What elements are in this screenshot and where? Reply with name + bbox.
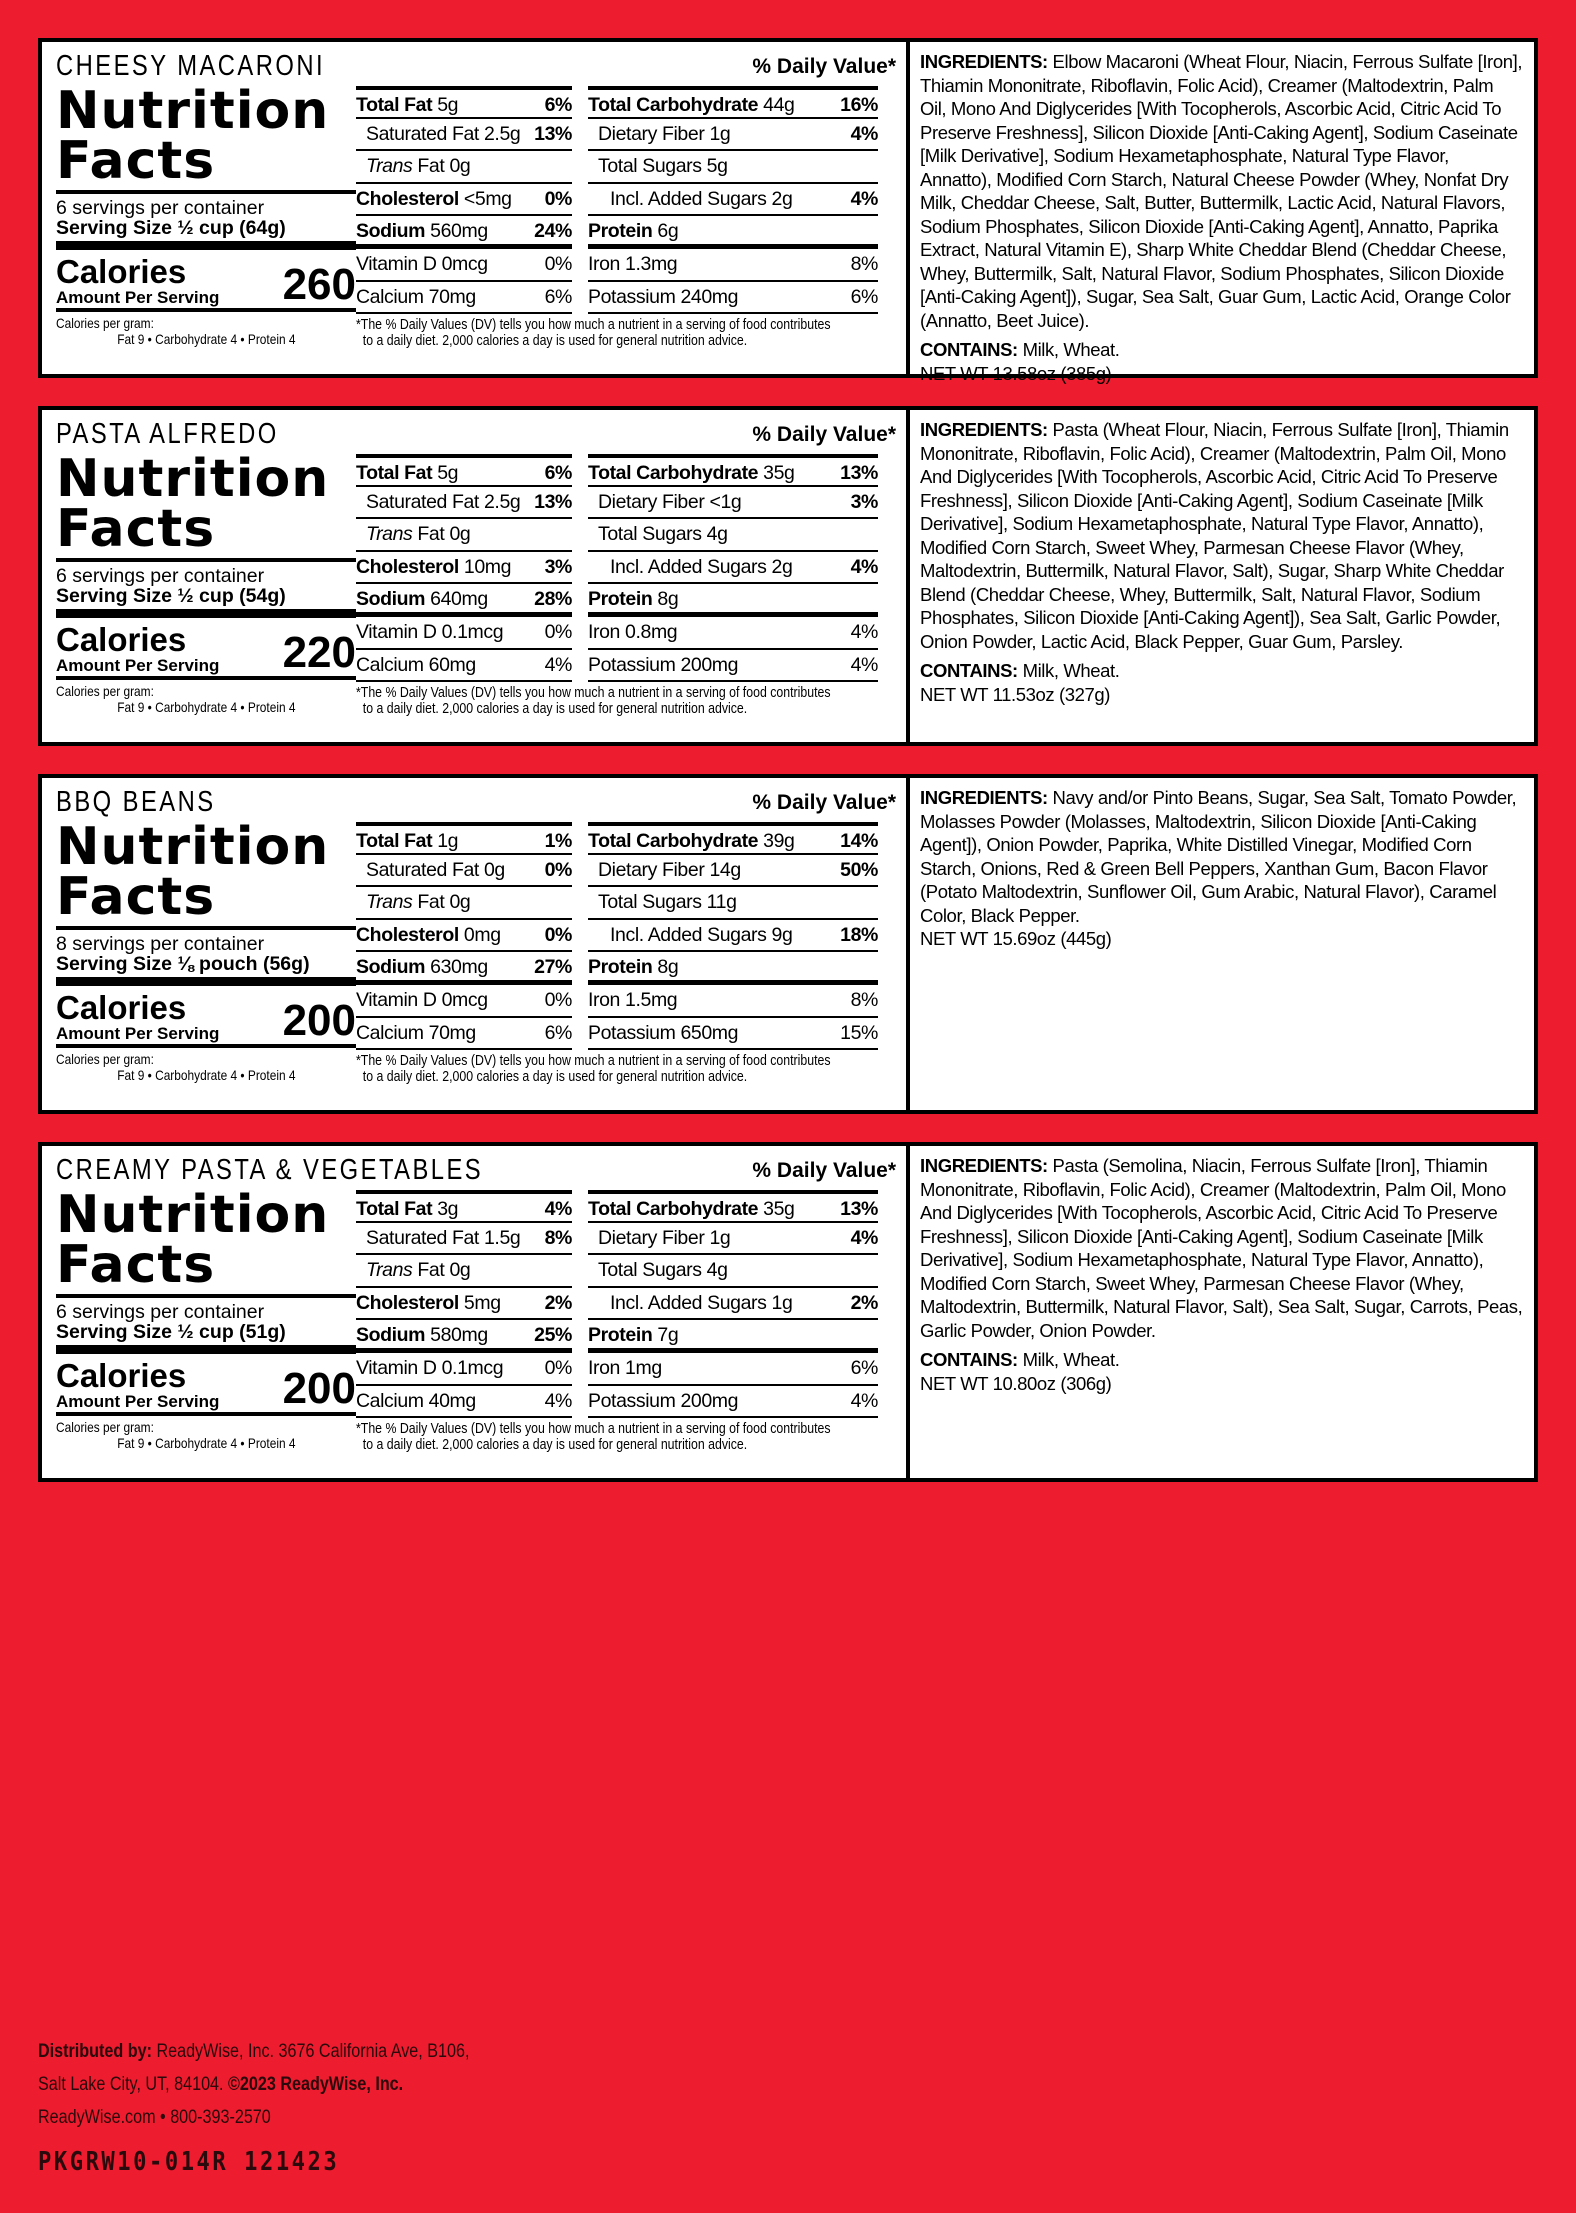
saturated-fat-row: Saturated Fat 0g 0% <box>356 855 572 888</box>
calories-value: 200 <box>282 996 356 1045</box>
saturated-fat-row: Saturated Fat 1.5g 8% <box>356 1223 572 1256</box>
saturated-fat-row: Saturated Fat 2.5g 13% <box>356 119 572 152</box>
ingredients-text: INGREDIENTS: Pasta (Semolina, Niacin, Ferrous Sulfate [Iron], Thiamin Mononitrate, Riboflavin, Folic Acid), Creamer (Maltodextrin, Palm Oil, Mono And Diglycerides [With Tocopherols, Ascorbic Acid, Citric Acid To Preserve Freshness], Silicon Dioxide [Anti-Caking Agent], Sodium Caseinate [Milk Derivative], Sodium Hexametaphosphate, Natural Type Flavor, Annatto), Modified Corn Starch, Sweet Whey, Parmesan Cheese Flavor (Whey, Maltodextrin, Buttermilk, Natural Flavor, Salt), Sea Salt, Sugar, Carrots, Peas, Garlic Powder, Onion Powder. <box>920 1155 1523 1341</box>
calcium-row: Calcium 70mg 6% <box>356 282 572 315</box>
ingredients-panel <box>910 778 1534 1110</box>
iron-row: Iron 1.3mg 8% <box>588 249 878 282</box>
total-carbohydrate-row: Total Carbohydrate 44g 16% <box>588 86 878 119</box>
calories-value: 200 <box>282 1364 356 1413</box>
calcium-row: Calcium 40mg 4% <box>356 1386 572 1419</box>
amount-per-serving: Amount Per Serving <box>56 656 220 675</box>
total-sugars-row: Total Sugars 5g <box>588 151 878 184</box>
calories-per-gram-values: Fat 9 • Carbohydrate 4 • Protein 4 <box>117 331 296 347</box>
calories-per-gram-values: Fat 9 • Carbohydrate 4 • Protein 4 <box>117 699 296 715</box>
net-weight: NET WT 15.69oz (445g) <box>920 928 1112 949</box>
calories-row <box>56 250 356 312</box>
nutrition-facts <box>42 1146 910 1478</box>
contact-info: ReadyWise.com • 800-393-2570 <box>38 2107 271 2128</box>
calories-per-gram-label: Calories per gram: <box>56 683 154 699</box>
net-weight: NET WT 13.58oz (385g) <box>920 362 1112 384</box>
saturated-fat-row: Saturated Fat 2.5g 13% <box>356 487 572 520</box>
trans-fat-row: Trans Fat 0g <box>356 887 572 920</box>
trans-fat-row: Trans Fat 0g <box>356 519 572 552</box>
calories-row <box>56 1354 356 1416</box>
sodium-row: Sodium 560mg 24% <box>356 216 572 249</box>
daily-value-footnote: *The % Daily Values (DV) tells you how much a nutrient in a serving of food contributes to a daily diet. 2,000 calories a day is used for general nutrition advice. <box>356 1421 831 1454</box>
iron-row: Iron 0.8mg 4% <box>588 617 878 650</box>
total-sugars-row: Total Sugars 4g <box>588 519 878 552</box>
amount-per-serving: Amount Per Serving <box>56 288 220 307</box>
calories-value: 220 <box>282 628 356 677</box>
trans-fat-row: Trans Fat 0g <box>356 1255 572 1288</box>
protein-row: Protein 8g <box>588 584 878 617</box>
product-name: PASTA ALFREDO <box>56 418 279 450</box>
total-sugars-row: Total Sugars 4g <box>588 1255 878 1288</box>
product-name: CREAMY PASTA & VEGETABLES <box>56 1154 484 1186</box>
total-sugars-row: Total Sugars 11g <box>588 887 878 920</box>
calories-row <box>56 986 356 1048</box>
dietary-fiber-row: Dietary Fiber 1g 4% <box>588 119 878 152</box>
calories-label: Calories <box>56 989 187 1026</box>
total-carbohydrate-row: Total Carbohydrate 35g 13% <box>588 1190 878 1223</box>
product-panel <box>38 1142 1538 1482</box>
serving-size: Serving Size ⅛ pouch (56g) <box>56 954 356 986</box>
product-panel <box>38 774 1538 1114</box>
protein-row: Protein 7g <box>588 1320 878 1353</box>
contains-text: CONTAINS: Milk, Wheat. <box>920 660 1120 681</box>
cholesterol-row: Cholesterol 0mg 0% <box>356 920 572 953</box>
cholesterol-row: Cholesterol 5mg 2% <box>356 1288 572 1321</box>
vitamin-d-row: Vitamin D 0.1mcg 0% <box>356 617 572 650</box>
product-panel <box>38 38 1538 384</box>
added-sugars-row: Incl. Added Sugars 2g 4% <box>588 184 878 217</box>
vitamin-d-row: Vitamin D 0.1mcg 0% <box>356 1353 572 1386</box>
serving-size: Serving Size ½ cup (64g) <box>56 218 356 250</box>
total-carbohydrate-row: Total Carbohydrate 39g 14% <box>588 822 878 855</box>
servings-per-container: 6 servings per container <box>56 1301 265 1323</box>
contains-text: CONTAINS: Milk, Wheat. <box>920 1349 1120 1370</box>
calories-label: Calories <box>56 253 187 290</box>
calories-per-gram-values: Fat 9 • Carbohydrate 4 • Protein 4 <box>117 1435 296 1451</box>
added-sugars-row: Incl. Added Sugars 2g 4% <box>588 552 878 585</box>
calories-per-gram-values: Fat 9 • Carbohydrate 4 • Protein 4 <box>117 1067 296 1083</box>
protein-row: Protein 8g <box>588 952 878 985</box>
daily-value-footnote: *The % Daily Values (DV) tells you how much a nutrient in a serving of food contributes to a daily diet. 2,000 calories a day is used for general nutrition advice. <box>356 317 831 350</box>
calories-value: 260 <box>282 260 356 309</box>
calcium-row: Calcium 60mg 4% <box>356 650 572 683</box>
net-weight: NET WT 10.80oz (306g) <box>920 1372 1112 1394</box>
daily-value-header: % Daily Value* <box>752 1159 896 1182</box>
net-weight: NET WT 11.53oz (327g) <box>920 683 1111 705</box>
sodium-row: Sodium 640mg 28% <box>356 584 572 617</box>
total-fat-row: Total Fat 1g 1% <box>356 822 572 855</box>
vitamin-d-row: Vitamin D 0mcg 0% <box>356 249 572 282</box>
dietary-fiber-row: Dietary Fiber 14g 50% <box>588 855 878 888</box>
total-fat-row: Total Fat 5g 6% <box>356 454 572 487</box>
nutrition-facts-title: Nutrition Facts <box>56 822 356 930</box>
amount-per-serving: Amount Per Serving <box>56 1392 220 1411</box>
total-carbohydrate-row: Total Carbohydrate 35g 13% <box>588 454 878 487</box>
amount-per-serving: Amount Per Serving <box>56 1024 220 1043</box>
sodium-row: Sodium 630mg 27% <box>356 952 572 985</box>
package-code: PKGRW10-014R 121423 <box>38 2147 340 2177</box>
total-fat-row: Total Fat 5g 6% <box>356 86 572 119</box>
nutrition-facts-title: Nutrition Facts <box>56 454 356 562</box>
distributor-info: Distributed by: ReadyWise, Inc. 3676 California Ave, B106, Salt Lake City, UT, 84104. ©2023 ReadyWise, Inc. ReadyWise.com • 800-393-2570 <box>38 2035 546 2134</box>
contains-text: CONTAINS: Milk, Wheat. <box>920 339 1120 360</box>
cholesterol-row: Cholesterol <5mg 0% <box>356 184 572 217</box>
calories-label: Calories <box>56 1357 187 1394</box>
calories-per-gram-label: Calories per gram: <box>56 315 154 331</box>
servings-per-container: 8 servings per container <box>56 933 265 955</box>
potassium-row: Potassium 240mg 6% <box>588 282 878 315</box>
added-sugars-row: Incl. Added Sugars 9g 18% <box>588 920 878 953</box>
servings-per-container: 6 servings per container <box>56 565 265 587</box>
serving-size: Serving Size ½ cup (51g) <box>56 1322 356 1354</box>
calories-per-gram-label: Calories per gram: <box>56 1419 154 1435</box>
ingredients-text: INGREDIENTS: Navy and/or Pinto Beans, Sugar, Sea Salt, Tomato Powder, Molasses Powder (Molasses, Maltodextrin, Silicon Dioxide [Anti-Caking Agent]), Onion Powder, Paprika, White Distilled Vinegar, Modified Corn Starch, Onions, Red & Green Bell Peppers, Xanthan Gum, Bacon Flavor (Potato Maltodextrin, Sunflower Oil, Gum Arabic, Natural Flavor), Caramel Color, Black Pepper. <box>920 787 1517 926</box>
product-panel <box>38 406 1538 746</box>
dietary-fiber-row: Dietary Fiber <1g 3% <box>588 487 878 520</box>
added-sugars-row: Incl. Added Sugars 1g 2% <box>588 1288 878 1321</box>
calcium-row: Calcium 70mg 6% <box>356 1018 572 1051</box>
trans-fat-row: Trans Fat 0g <box>356 151 572 184</box>
calories-row <box>56 618 356 680</box>
vitamin-d-row: Vitamin D 0mcg 0% <box>356 985 572 1018</box>
nutrition-facts <box>42 410 910 742</box>
product-name: CHEESY MACARONI <box>56 50 326 82</box>
ingredients-panel <box>910 410 1534 742</box>
ingredients-text: INGREDIENTS: Elbow Macaroni (Wheat Flour, Niacin, Ferrous Sulfate [Iron], Thiamin Mononitrate, Riboflavin, Folic Acid), Creamer (Maltodextrin, Palm Oil, Mono And Diglycerides [With Tocopherols, Ascorbic Acid, Citric Acid To Preserve Freshness], Silicon Dioxide [Anti-Caking Agent], Sodium Caseinate [Milk Derivative], Sodium Hexametaphosphate, Natural Type Flavor, Annatto), Modified Corn Starch, Natural Cheese Powder (Whey, Nonfat Dry Milk, Cheddar Cheese, Salt, Butter, Buttermilk, Lactic Acid, Natural Flavors, Sodium Phosphates, Silicon Dioxide [Anti-Caking Agent], Annatto, Paprika Extract, Natural Vitamin E), Sharp White Cheddar Blend (Cheddar Cheese, Whey, Buttermilk, Salt, Natural Flavor, Sodium Phosphates, Silicon Dioxide [Anti-Caking Agent]), Sugar, Sea Salt, Guar Gum, Lactic Acid, Orange Color (Annatto, Beet Juice). <box>920 51 1523 331</box>
cholesterol-row: Cholesterol 10mg 3% <box>356 552 572 585</box>
serving-size: Serving Size ½ cup (54g) <box>56 586 356 618</box>
daily-value-footnote: *The % Daily Values (DV) tells you how much a nutrient in a serving of food contributes to a daily diet. 2,000 calories a day is used for general nutrition advice. <box>356 685 831 718</box>
sodium-row: Sodium 580mg 25% <box>356 1320 572 1353</box>
potassium-row: Potassium 200mg 4% <box>588 650 878 683</box>
calories-per-gram-label: Calories per gram: <box>56 1051 154 1067</box>
nutrition-facts <box>42 42 910 374</box>
product-name: BBQ BEANS <box>56 786 216 818</box>
total-fat-row: Total Fat 3g 4% <box>356 1190 572 1223</box>
daily-value-header: % Daily Value* <box>752 791 896 814</box>
daily-value-footnote: *The % Daily Values (DV) tells you how much a nutrient in a serving of food contributes to a daily diet. 2,000 calories a day is used for general nutrition advice. <box>356 1053 831 1086</box>
nutrition-facts-title: Nutrition Facts <box>56 1190 356 1298</box>
potassium-row: Potassium 200mg 4% <box>588 1386 878 1419</box>
ingredients-panel <box>910 42 1534 384</box>
nutrition-facts-title: Nutrition Facts <box>56 86 356 194</box>
iron-row: Iron 1.5mg 8% <box>588 985 878 1018</box>
daily-value-header: % Daily Value* <box>752 423 896 446</box>
servings-per-container: 6 servings per container <box>56 197 265 219</box>
nutrition-facts <box>42 778 910 1110</box>
daily-value-header: % Daily Value* <box>752 55 896 78</box>
iron-row: Iron 1mg 6% <box>588 1353 878 1386</box>
protein-row: Protein 6g <box>588 216 878 249</box>
dietary-fiber-row: Dietary Fiber 1g 4% <box>588 1223 878 1256</box>
ingredients-panel <box>910 1146 1534 1478</box>
potassium-row: Potassium 650mg 15% <box>588 1018 878 1051</box>
ingredients-text: INGREDIENTS: Pasta (Wheat Flour, Niacin, Ferrous Sulfate [Iron], Thiamin Mononitrate, Riboflavin, Folic Acid), Creamer (Maltodextrin, Palm Oil, Mono And Diglycerides [With Tocopherols, Ascorbic Acid, Citric Acid To Preserve Freshness], Silicon Dioxide [Anti-Caking Agent], Sodium Caseinate [Milk Derivative], Sodium Hexametaphosphate, Natural Type Flavor, Annatto), Modified Corn Starch, Sweet Whey, Parmesan Cheese Flavor (Whey, Maltodextrin, Buttermilk, Natural Flavor, Salt), Sugar, Sharp White Cheddar Blend (Cheddar Cheese, Whey, Buttermilk, Salt, Natural Flavor, Sodium Phosphates, Silicon Dioxide [Anti-Caking Agent]), Sea Salt, Garlic Powder, Onion Powder, Lactic Acid, Black Pepper, Guar Gum, Parsley. <box>920 419 1509 652</box>
calories-label: Calories <box>56 621 187 658</box>
